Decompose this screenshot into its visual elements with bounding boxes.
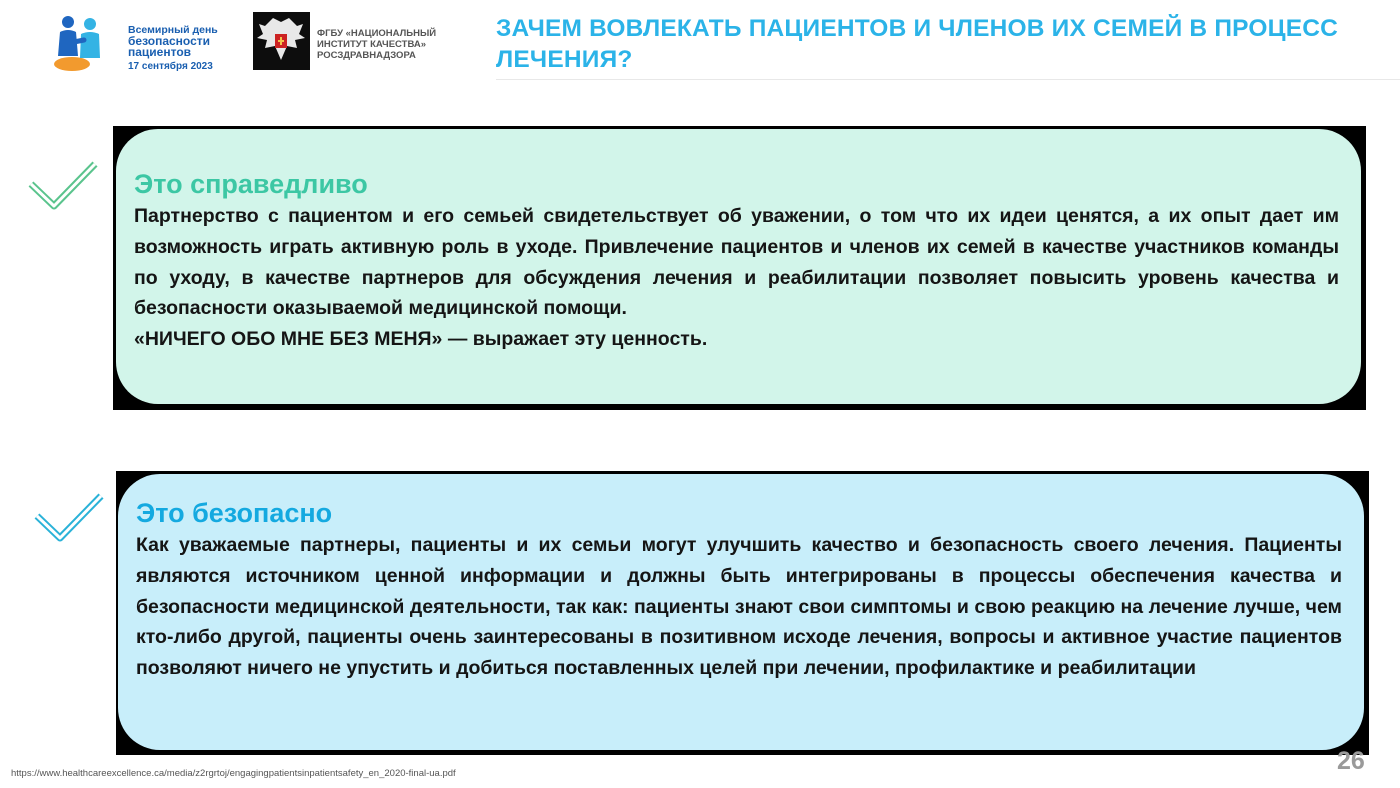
card-fair-paragraph: Партнерство с пациентом и его семьей свидетельствует об уважении, о том что их идеи ценятся, а их опыт дает им возможность играть активную роль в уходе. Привлечение пациентов и членов их семей в качестве участников команды по уходу, в качестве партнеров для обсуждения лечения и реабилитации позволяет повысить уровень качества и безопасности оказываемой медицинской помощи. [134, 205, 1339, 320]
checkmark-icon [28, 158, 98, 212]
institute-line2: ИНСТИТУТ КАЧЕСТВА» [317, 39, 427, 50]
event-logo-date: 17 сентября 2023 [128, 61, 213, 72]
double-headed-eagle-icon [253, 12, 310, 70]
card-safe-heading: Это безопасно [136, 498, 333, 528]
institute-line1: ФГБУ «НАЦИОНАЛЬНЫЙ [317, 28, 437, 39]
event-logo-line1: Всемирный день [128, 24, 218, 36]
event-logo-line2: безопасности [128, 34, 211, 48]
checkmark-icon [34, 490, 104, 544]
event-logo [52, 12, 227, 76]
card-safe-paragraph: Как уважаемые партнеры, пациенты и их семьи могут улучшить качество и безопасность своего лечения. Пациенты являются источником ценной информации и должны быть интегрированы в процессы обеспечения качества и безопасности медицинской деятельности, так как: пациенты знают свои симптомы и свою реакцию на лечение лучше, чем кто-либо другой, пациенты очень заинтересованы в позитивном исходе лечения, вопросы и активное участие пациентов позволяют ничего не упустить и добиться поставленных целей при лечении, профилактике и реабилитации [136, 534, 1342, 680]
card-fair-motto-tail: — выражает эту ценность. [442, 328, 708, 351]
institute-name [317, 28, 457, 61]
card-safe [118, 474, 1364, 750]
card-safe-body [136, 530, 1342, 684]
event-logo-line3: пациентов [128, 45, 192, 59]
card-fair-motto: «НИЧЕГО ОБО МНЕ БЕЗ МЕНЯ» [134, 328, 443, 351]
institute-emblem [253, 12, 310, 70]
institute-line3: РОСЗДРАВНАДЗОРА [317, 50, 416, 61]
card-fair-body [134, 201, 1339, 355]
people-holding-hands-icon [52, 12, 124, 76]
page-number: 26 [1337, 747, 1365, 775]
card-fair-motto-line [134, 324, 1339, 355]
card-fair [116, 129, 1361, 404]
title-divider [496, 79, 1400, 80]
page-title: ЗАЧЕМ ВОВЛЕКАТЬ ПАЦИЕНТОВ И ЧЛЕНОВ ИХ СЕМЕЙ В ПРОЦЕСС ЛЕЧЕНИЯ? [496, 15, 1339, 73]
source-link[interactable]: https://www.healthcareexcellence.ca/media/z2rgrtoj/engagingpatientsinpatientsafety_en_2020-final-ua.pdf [11, 768, 456, 779]
card-fair-heading: Это справедливо [134, 169, 368, 199]
